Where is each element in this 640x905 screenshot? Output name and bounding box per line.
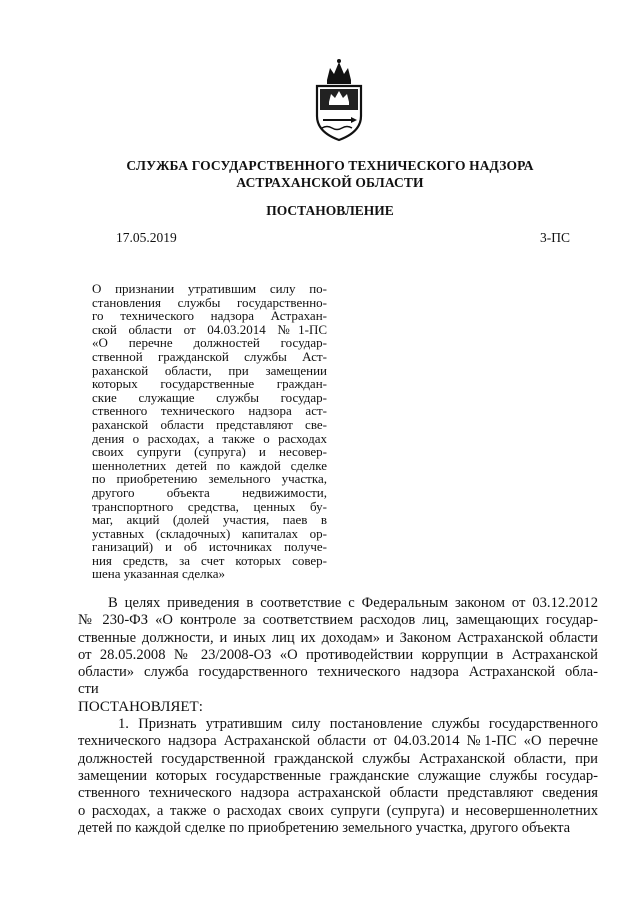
item-1-line: замещении которых государственные гражданские служащие службы государ- (78, 767, 598, 784)
document-body (78, 595, 598, 837)
item-1-line: 1. Признать утратившим силу постановление службы государственного (118, 716, 598, 733)
preamble-line: сти (78, 681, 99, 698)
subject-line: ния средств, за счет которых совер- (92, 552, 327, 568)
subject-line: шена указанная сделка» (92, 566, 225, 582)
decree-word: ПОСТАНОВЛЯЕТ: (78, 698, 203, 715)
org-line-2: АСТРАХАНСКОЙ ОБЛАСТИ (236, 175, 424, 190)
item-1-line: ственного технического надзора астраханской области представляют сведения (78, 785, 598, 802)
subject-line: своих супруги (супруга) и несовер- (92, 444, 327, 460)
subject-line: другого объекта недвижимости, (92, 484, 327, 500)
subject-line: которых государственные граждан- (92, 376, 327, 392)
subject-line: го технического надзора Астрахан- (92, 308, 327, 324)
item-1-line: должностей государственной гражданской службы Астраханской области, при (78, 750, 598, 767)
org-line-1: СЛУЖБА ГОСУДАРСТВЕННОГО ТЕХНИЧЕСКОГО НАДЗОРА (126, 158, 534, 173)
subject-line: ганизаций) и об источниках получе- (92, 539, 327, 555)
document-subject (92, 282, 327, 581)
subject-line: дения о расходах, а также о расходах (92, 430, 327, 446)
document-number: 3-ПС (540, 230, 570, 245)
subject-line: «О перечне должностей государ- (92, 335, 327, 351)
subject-line: по приобретению земельного участка, (92, 471, 327, 487)
subject-line: ственного технического надзора аст- (92, 403, 327, 419)
document-date: 17.05.2019 (116, 230, 177, 245)
subject-line: маг, акций (долей участия, паев в (92, 512, 327, 528)
preamble-line: ственные должности, и иных лиц их доходам» и Законом Астраханской области (78, 629, 598, 646)
subject-line: ские служащие службы государ- (92, 389, 327, 405)
item-1 (78, 716, 598, 837)
preamble-line: от 28.05.2008 № 23/2008-ОЗ «О противодействии коррупции в Астраханской (78, 646, 598, 663)
subject-line: шеннолетних детей по каждой сделке (92, 457, 327, 473)
subject-line: раханской области представляют све- (92, 416, 327, 432)
subject-line: раханской области, при замещении (92, 362, 327, 378)
organization-name (60, 157, 600, 191)
preamble-line: области» служба государственного технического надзора Астраханской обла- (78, 664, 598, 681)
document-type: ПОСТАНОВЛЕНИЕ (266, 203, 394, 218)
preamble-line: № 230-ФЗ «О контроле за соответствием расходов лиц, замещающих государ- (78, 612, 598, 629)
subject-line: ской области от 04.03.2014 №1-ПС (92, 321, 327, 337)
item-1-line: детей по каждой сделке по приобретению земельного участка, другого объекта (78, 819, 571, 836)
preamble (78, 595, 598, 699)
coat-of-arms-icon (313, 58, 365, 142)
subject-line: уставных (складочных) капиталах ор- (92, 525, 327, 541)
subject-line: О признании утратившим силу по- (92, 281, 327, 296)
subject-line: транспортного средства, ценных бу- (92, 498, 327, 514)
preamble-line: В целях приведения в соответствие с Федеральным законом от 03.12.2012 (108, 595, 598, 611)
subject-line: ственной гражданской службы Аст- (92, 348, 327, 364)
item-1-line: технического надзора Астраханской области от 04.03.2014 №1-ПС «О перечне (78, 733, 598, 750)
subject-line: становления службы государственно- (92, 294, 327, 310)
item-1-line: о расходах, а также о расходах своих супруги (супруга) и несовершеннолетних (78, 802, 598, 819)
